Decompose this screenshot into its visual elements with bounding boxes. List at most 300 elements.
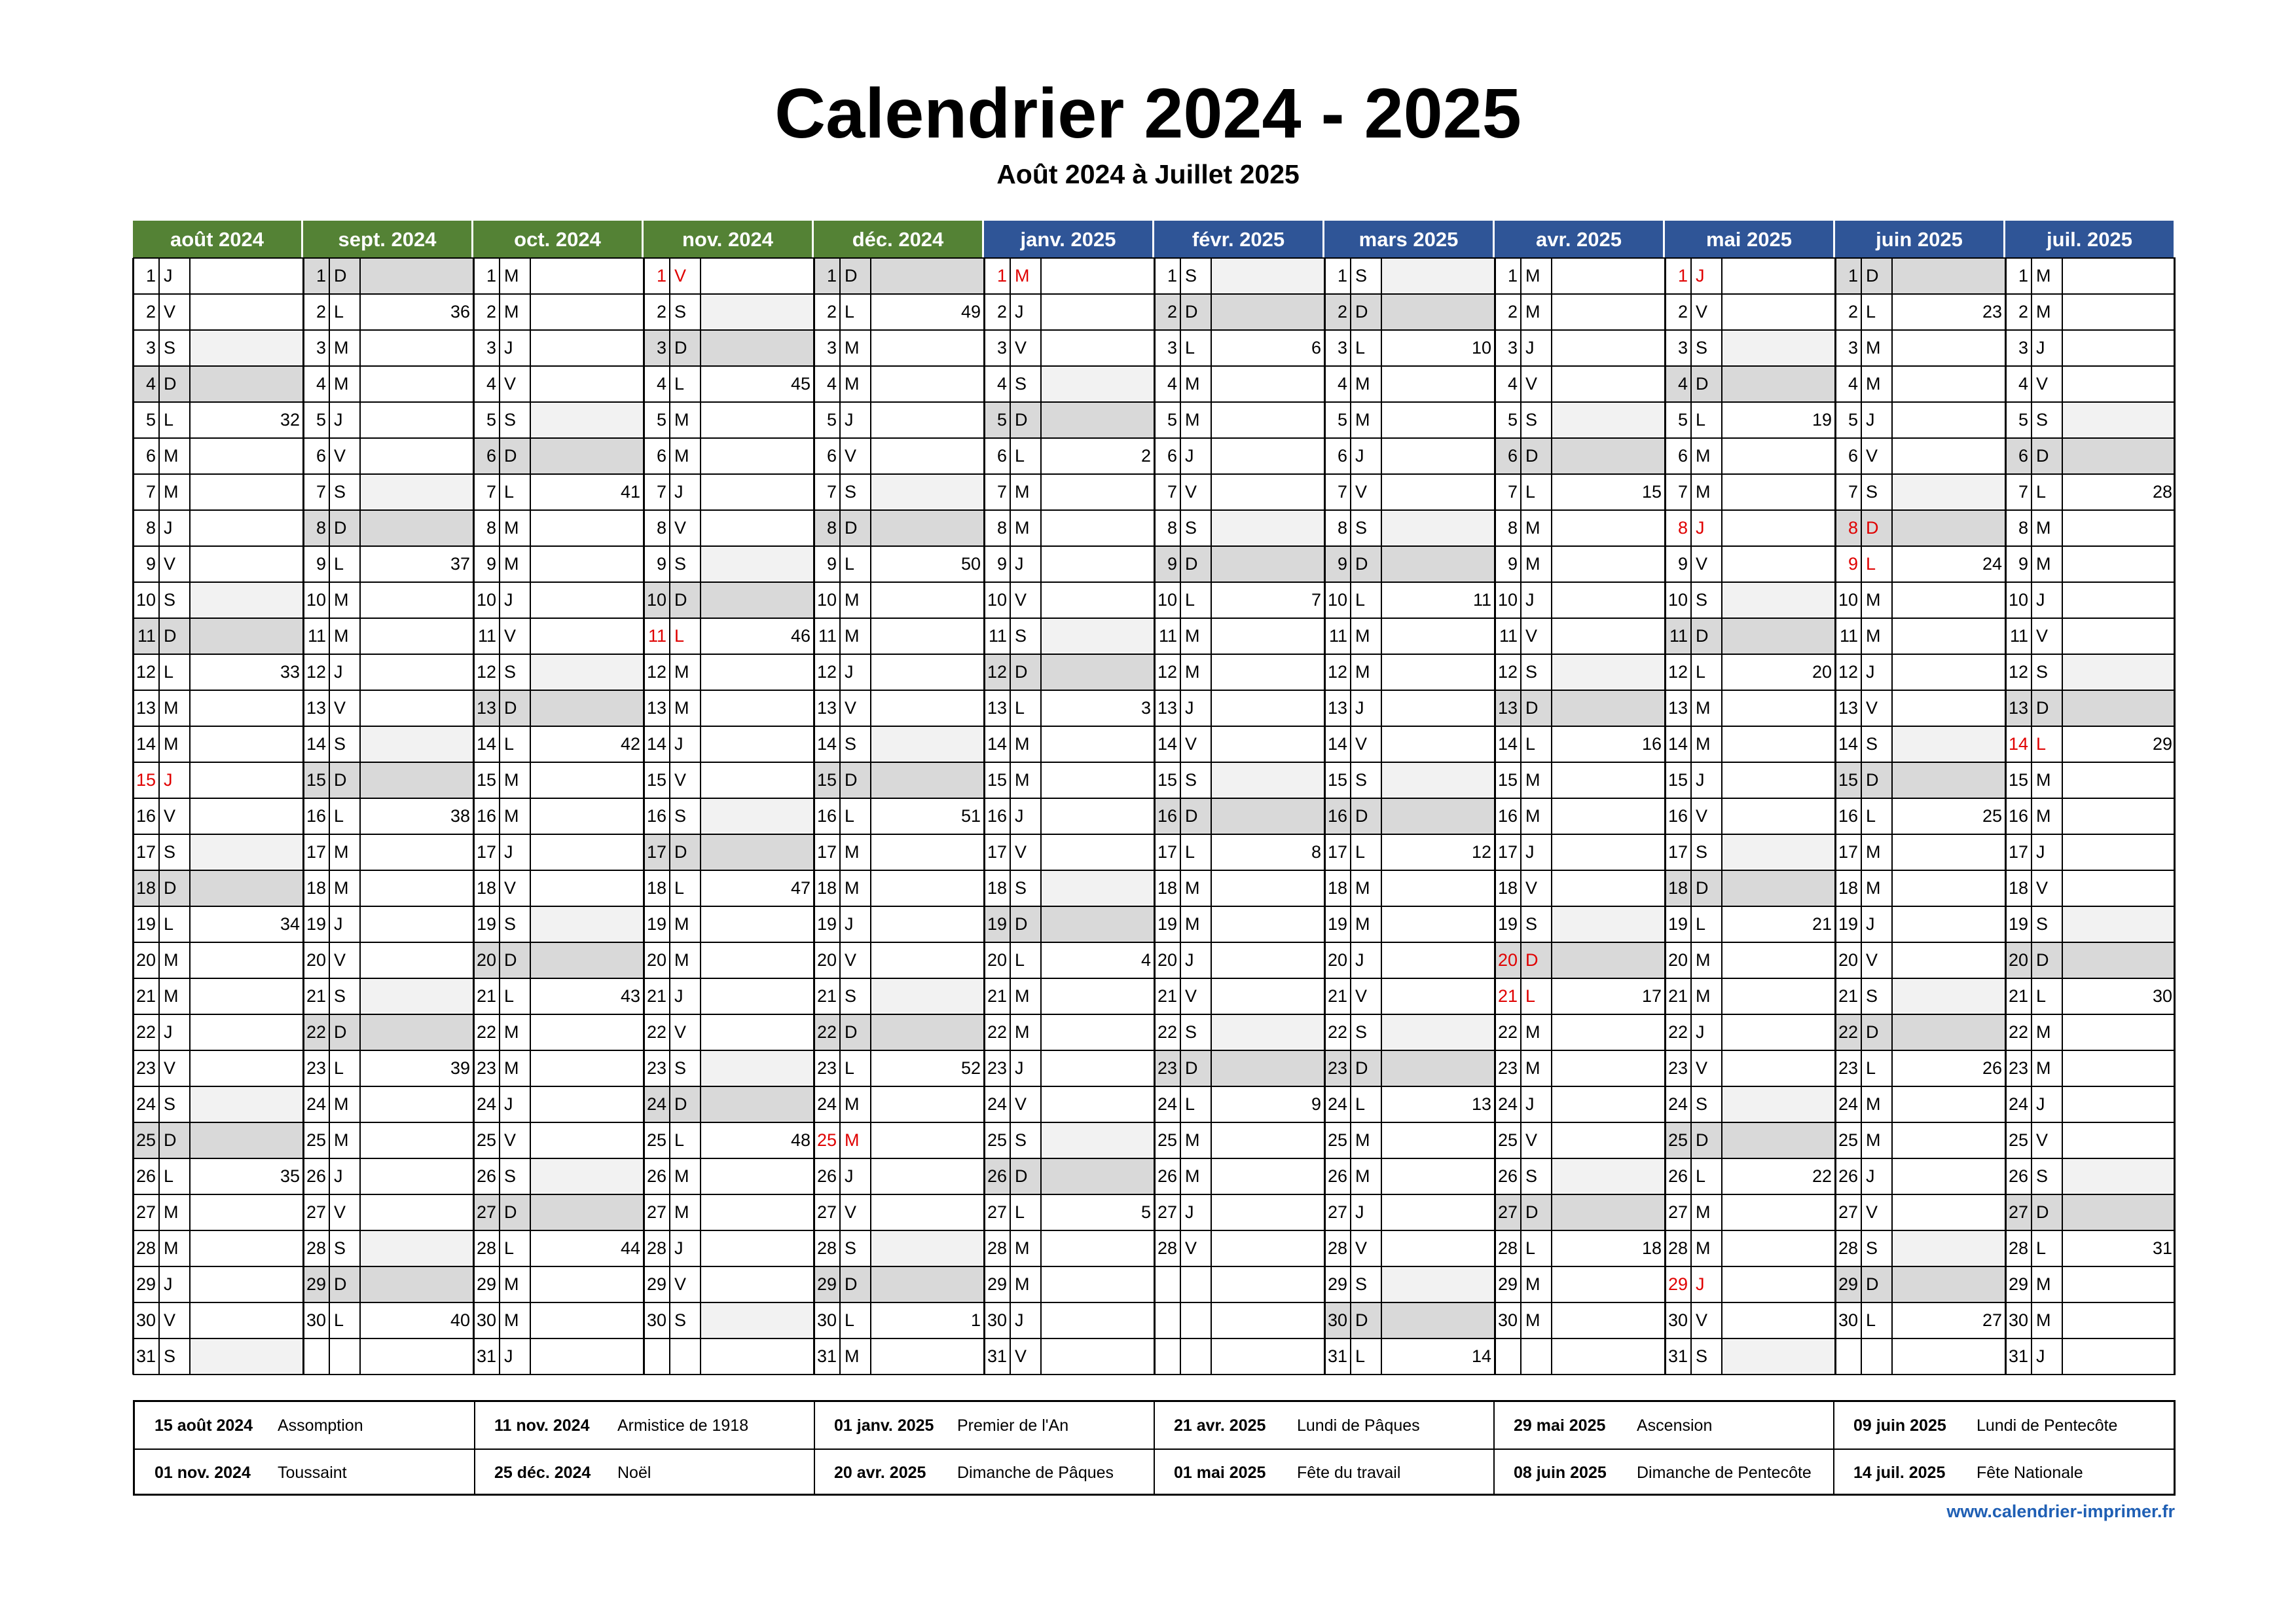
- day-cell[interactable]: [360, 330, 473, 366]
- day-cell[interactable]: [871, 1158, 984, 1194]
- day-cell[interactable]: [360, 438, 473, 474]
- day-cell[interactable]: [530, 1194, 644, 1230]
- day-cell[interactable]: [1892, 1194, 2005, 1230]
- day-cell[interactable]: [190, 1230, 303, 1266]
- day-cell[interactable]: [871, 258, 984, 294]
- day-cell[interactable]: [530, 654, 644, 690]
- day-cell[interactable]: [701, 834, 814, 870]
- day-cell[interactable]: [1892, 1266, 2005, 1302]
- day-cell[interactable]: [1381, 762, 1495, 798]
- day-cell[interactable]: [1041, 330, 1154, 366]
- day-cell[interactable]: [1552, 1086, 1665, 1122]
- day-cell[interactable]: [701, 474, 814, 510]
- day-cell[interactable]: [1722, 1086, 1835, 1122]
- day-cell[interactable]: [190, 726, 303, 762]
- day-cell[interactable]: [1211, 798, 1324, 834]
- day-cell[interactable]: [871, 762, 984, 798]
- day-cell[interactable]: [1722, 546, 1835, 582]
- week-number[interactable]: 47: [790, 878, 811, 898]
- day-cell[interactable]: [701, 798, 814, 834]
- day-cell[interactable]: [1892, 1158, 2005, 1194]
- day-cell[interactable]: [1722, 1014, 1835, 1050]
- day-cell[interactable]: [1552, 762, 1665, 798]
- day-cell[interactable]: [871, 366, 984, 402]
- day-cell[interactable]: [701, 906, 814, 942]
- day-cell[interactable]: [871, 1086, 984, 1122]
- day-cell[interactable]: [1211, 906, 1324, 942]
- day-cell[interactable]: [2062, 1086, 2176, 1122]
- day-cell[interactable]: [1381, 726, 1495, 762]
- day-cell[interactable]: [360, 654, 473, 690]
- week-number[interactable]: 44: [620, 1238, 640, 1258]
- day-cell[interactable]: [1722, 1122, 1835, 1158]
- day-cell[interactable]: [1892, 438, 2005, 474]
- day-cell[interactable]: [530, 834, 644, 870]
- day-cell[interactable]: [1722, 1302, 1835, 1338]
- day-cell[interactable]: [530, 402, 644, 438]
- day-cell[interactable]: [530, 1158, 644, 1194]
- day-cell[interactable]: [190, 1302, 303, 1338]
- day-cell[interactable]: [1211, 654, 1324, 690]
- day-cell[interactable]: [360, 1086, 473, 1122]
- day-cell[interactable]: [1552, 546, 1665, 582]
- day-cell[interactable]: [871, 402, 984, 438]
- day-cell[interactable]: [1381, 978, 1495, 1014]
- day-cell[interactable]: [360, 942, 473, 978]
- day-cell[interactable]: [701, 654, 814, 690]
- day-cell[interactable]: [1041, 1302, 1154, 1338]
- day-cell[interactable]: [1552, 1014, 1665, 1050]
- day-cell[interactable]: [1211, 978, 1324, 1014]
- day-cell[interactable]: [1552, 294, 1665, 330]
- day-cell[interactable]: [190, 942, 303, 978]
- day-cell[interactable]: [1552, 330, 1665, 366]
- day-cell[interactable]: [190, 798, 303, 834]
- day-cell[interactable]: [190, 762, 303, 798]
- day-cell[interactable]: [360, 366, 473, 402]
- day-cell[interactable]: [701, 402, 814, 438]
- day-cell[interactable]: [1722, 726, 1835, 762]
- day-cell[interactable]: [701, 1266, 814, 1302]
- day-cell[interactable]: [1552, 1158, 1665, 1194]
- day-cell[interactable]: [1381, 258, 1495, 294]
- week-number[interactable]: 41: [620, 482, 640, 502]
- day-cell[interactable]: [1892, 258, 2005, 294]
- week-number[interactable]: 3: [1140, 698, 1151, 718]
- day-cell[interactable]: [1722, 294, 1835, 330]
- day-cell[interactable]: [871, 1230, 984, 1266]
- day-cell[interactable]: [701, 1302, 814, 1338]
- day-cell[interactable]: [360, 1194, 473, 1230]
- day-cell[interactable]: [1211, 258, 1324, 294]
- week-number[interactable]: 8: [1311, 842, 1321, 862]
- day-cell[interactable]: [1552, 654, 1665, 690]
- day-cell[interactable]: [1722, 474, 1835, 510]
- week-number[interactable]: 42: [620, 734, 640, 754]
- week-number[interactable]: 25: [1982, 806, 2002, 826]
- day-cell[interactable]: [2062, 1158, 2176, 1194]
- day-cell[interactable]: [1041, 366, 1154, 402]
- day-cell[interactable]: [701, 1086, 814, 1122]
- day-cell[interactable]: [1211, 690, 1324, 726]
- day-cell[interactable]: [871, 1338, 984, 1375]
- day-cell[interactable]: [1041, 582, 1154, 618]
- day-cell[interactable]: [1722, 582, 1835, 618]
- day-cell[interactable]: [871, 906, 984, 942]
- day-cell[interactable]: [1211, 510, 1324, 546]
- day-cell[interactable]: [360, 870, 473, 906]
- day-cell[interactable]: [530, 762, 644, 798]
- day-cell[interactable]: [530, 258, 644, 294]
- day-cell[interactable]: [1722, 510, 1835, 546]
- day-cell[interactable]: [360, 978, 473, 1014]
- website-link[interactable]: www.calendrier-imprimer.fr: [1946, 1502, 2175, 1521]
- week-number[interactable]: 7: [1311, 590, 1321, 610]
- day-cell[interactable]: [1381, 366, 1495, 402]
- week-number[interactable]: 32: [280, 410, 300, 430]
- day-cell[interactable]: [1552, 906, 1665, 942]
- day-cell[interactable]: [530, 618, 644, 654]
- day-cell[interactable]: [530, 330, 644, 366]
- day-cell[interactable]: [1552, 798, 1665, 834]
- day-cell[interactable]: [1552, 582, 1665, 618]
- day-cell[interactable]: [1041, 654, 1154, 690]
- day-cell[interactable]: [1381, 1014, 1495, 1050]
- day-cell[interactable]: [530, 870, 644, 906]
- day-cell[interactable]: [701, 294, 814, 330]
- week-number[interactable]: 33: [280, 662, 300, 682]
- day-cell[interactable]: [1552, 1122, 1665, 1158]
- day-cell[interactable]: [360, 1014, 473, 1050]
- day-cell[interactable]: [871, 834, 984, 870]
- day-cell[interactable]: [1722, 330, 1835, 366]
- week-number[interactable]: 20: [1812, 662, 1832, 682]
- day-cell[interactable]: [190, 510, 303, 546]
- day-cell[interactable]: [360, 726, 473, 762]
- week-number[interactable]: 9: [1311, 1094, 1321, 1114]
- day-cell[interactable]: [1722, 798, 1835, 834]
- day-cell[interactable]: [1892, 834, 2005, 870]
- week-number[interactable]: 14: [1471, 1346, 1491, 1366]
- day-cell[interactable]: [701, 978, 814, 1014]
- day-cell[interactable]: [1041, 762, 1154, 798]
- week-number[interactable]: 46: [790, 626, 811, 646]
- day-cell[interactable]: [1722, 1050, 1835, 1086]
- day-cell[interactable]: [530, 1302, 644, 1338]
- day-cell[interactable]: [1211, 1014, 1324, 1050]
- week-number[interactable]: 40: [450, 1310, 470, 1330]
- day-cell[interactable]: [190, 1086, 303, 1122]
- day-cell[interactable]: [871, 1266, 984, 1302]
- day-cell[interactable]: [190, 834, 303, 870]
- day-cell[interactable]: [190, 1266, 303, 1302]
- day-cell[interactable]: [2062, 438, 2176, 474]
- day-cell[interactable]: [2062, 582, 2176, 618]
- day-cell[interactable]: [2062, 834, 2176, 870]
- day-cell[interactable]: [530, 582, 644, 618]
- week-number[interactable]: 35: [280, 1166, 300, 1186]
- day-cell[interactable]: [1552, 258, 1665, 294]
- week-number[interactable]: 12: [1471, 842, 1491, 862]
- day-cell[interactable]: [871, 438, 984, 474]
- day-cell[interactable]: [360, 834, 473, 870]
- day-cell[interactable]: [1722, 978, 1835, 1014]
- day-cell[interactable]: [2062, 690, 2176, 726]
- day-cell[interactable]: [1552, 1266, 1665, 1302]
- day-cell[interactable]: [871, 330, 984, 366]
- day-cell[interactable]: [530, 1266, 644, 1302]
- day-cell[interactable]: [1722, 690, 1835, 726]
- day-cell[interactable]: [360, 1230, 473, 1266]
- day-cell[interactable]: [1211, 726, 1324, 762]
- day-cell[interactable]: [360, 258, 473, 294]
- week-number[interactable]: 18: [1641, 1238, 1662, 1258]
- day-cell[interactable]: [190, 366, 303, 402]
- day-cell[interactable]: [701, 1014, 814, 1050]
- week-number[interactable]: 30: [2152, 986, 2172, 1006]
- week-number[interactable]: 17: [1641, 986, 1662, 1006]
- day-cell[interactable]: [701, 546, 814, 582]
- day-cell[interactable]: [1381, 798, 1495, 834]
- day-cell[interactable]: [1892, 330, 2005, 366]
- day-cell[interactable]: [2062, 1266, 2176, 1302]
- day-cell[interactable]: [871, 726, 984, 762]
- day-cell[interactable]: [1892, 1086, 2005, 1122]
- day-cell[interactable]: [1892, 1230, 2005, 1266]
- day-cell[interactable]: [530, 798, 644, 834]
- day-cell[interactable]: [190, 618, 303, 654]
- day-cell[interactable]: [190, 258, 303, 294]
- day-cell[interactable]: [871, 1122, 984, 1158]
- day-cell[interactable]: [1722, 942, 1835, 978]
- day-cell[interactable]: [1892, 654, 2005, 690]
- day-cell[interactable]: [1211, 1158, 1324, 1194]
- week-number[interactable]: 22: [1812, 1166, 1832, 1186]
- day-cell[interactable]: [2062, 618, 2176, 654]
- day-cell[interactable]: [1892, 510, 2005, 546]
- day-cell[interactable]: [1722, 834, 1835, 870]
- day-cell[interactable]: [1381, 438, 1495, 474]
- day-cell[interactable]: [1381, 474, 1495, 510]
- week-number[interactable]: 37: [450, 554, 470, 574]
- day-cell[interactable]: [1381, 402, 1495, 438]
- day-cell[interactable]: [871, 654, 984, 690]
- day-cell[interactable]: [190, 294, 303, 330]
- day-cell[interactable]: [1892, 1122, 2005, 1158]
- week-number[interactable]: 6: [1311, 338, 1321, 358]
- day-cell[interactable]: [360, 618, 473, 654]
- day-cell[interactable]: [2062, 366, 2176, 402]
- day-cell[interactable]: [1211, 366, 1324, 402]
- day-cell[interactable]: [1552, 366, 1665, 402]
- week-number[interactable]: 16: [1641, 734, 1662, 754]
- day-cell[interactable]: [1552, 438, 1665, 474]
- day-cell[interactable]: [871, 1014, 984, 1050]
- day-cell[interactable]: [530, 1014, 644, 1050]
- day-cell[interactable]: [190, 1338, 303, 1375]
- week-number[interactable]: 31: [2152, 1238, 2172, 1258]
- day-cell[interactable]: [1211, 1050, 1324, 1086]
- day-cell[interactable]: [360, 582, 473, 618]
- week-number[interactable]: 50: [960, 554, 981, 574]
- day-cell[interactable]: [530, 942, 644, 978]
- day-cell[interactable]: [701, 1050, 814, 1086]
- week-number[interactable]: 51: [960, 806, 981, 826]
- week-number[interactable]: 27: [1982, 1310, 2002, 1330]
- day-cell[interactable]: [701, 438, 814, 474]
- day-cell[interactable]: [1041, 1230, 1154, 1266]
- day-cell[interactable]: [871, 1194, 984, 1230]
- day-cell[interactable]: [2062, 258, 2176, 294]
- day-cell[interactable]: [871, 474, 984, 510]
- day-cell[interactable]: [360, 510, 473, 546]
- week-number[interactable]: 29: [2152, 734, 2172, 754]
- day-cell[interactable]: [1892, 870, 2005, 906]
- day-cell[interactable]: [1381, 654, 1495, 690]
- day-cell[interactable]: [1892, 402, 2005, 438]
- day-cell[interactable]: [1722, 1338, 1835, 1375]
- day-cell[interactable]: [701, 1230, 814, 1266]
- day-cell[interactable]: [1381, 618, 1495, 654]
- day-cell[interactable]: [1041, 906, 1154, 942]
- day-cell[interactable]: [1892, 942, 2005, 978]
- day-cell[interactable]: [1892, 978, 2005, 1014]
- day-cell[interactable]: [360, 1122, 473, 1158]
- day-cell[interactable]: [360, 1158, 473, 1194]
- day-cell[interactable]: [360, 402, 473, 438]
- day-cell[interactable]: [1211, 1122, 1324, 1158]
- week-number[interactable]: 24: [1982, 554, 2002, 574]
- day-cell[interactable]: [1211, 618, 1324, 654]
- day-cell[interactable]: [1722, 1230, 1835, 1266]
- day-cell[interactable]: [2062, 1338, 2176, 1375]
- day-cell[interactable]: [1552, 1302, 1665, 1338]
- day-cell[interactable]: [1381, 1266, 1495, 1302]
- week-number[interactable]: 10: [1471, 338, 1491, 358]
- day-cell[interactable]: [360, 474, 473, 510]
- day-cell[interactable]: [2062, 510, 2176, 546]
- day-cell[interactable]: [1211, 870, 1324, 906]
- day-cell[interactable]: [871, 582, 984, 618]
- day-cell[interactable]: [1381, 1302, 1495, 1338]
- day-cell[interactable]: [1722, 870, 1835, 906]
- day-cell[interactable]: [871, 690, 984, 726]
- day-cell[interactable]: [2062, 798, 2176, 834]
- day-cell[interactable]: [530, 510, 644, 546]
- day-cell[interactable]: [701, 762, 814, 798]
- day-cell[interactable]: [1381, 942, 1495, 978]
- day-cell[interactable]: [1722, 762, 1835, 798]
- day-cell[interactable]: [701, 582, 814, 618]
- day-cell[interactable]: [1041, 294, 1154, 330]
- day-cell[interactable]: [1381, 1122, 1495, 1158]
- day-cell[interactable]: [190, 870, 303, 906]
- day-cell[interactable]: [530, 1122, 644, 1158]
- day-cell[interactable]: [1892, 762, 2005, 798]
- day-cell[interactable]: [190, 474, 303, 510]
- day-cell[interactable]: [871, 618, 984, 654]
- day-cell[interactable]: [1041, 870, 1154, 906]
- week-number[interactable]: 15: [1641, 482, 1662, 502]
- day-cell[interactable]: [360, 906, 473, 942]
- day-cell[interactable]: [1041, 1050, 1154, 1086]
- day-cell[interactable]: [1722, 366, 1835, 402]
- day-cell[interactable]: [1381, 1194, 1495, 1230]
- day-cell[interactable]: [2062, 1014, 2176, 1050]
- week-number[interactable]: 23: [1982, 302, 2002, 322]
- day-cell[interactable]: [1552, 618, 1665, 654]
- day-cell[interactable]: [701, 510, 814, 546]
- day-cell[interactable]: [1211, 762, 1324, 798]
- week-number[interactable]: 28: [2152, 482, 2172, 502]
- day-cell[interactable]: [871, 510, 984, 546]
- day-cell[interactable]: [2062, 942, 2176, 978]
- day-cell[interactable]: [1552, 1194, 1665, 1230]
- day-cell[interactable]: [1892, 618, 2005, 654]
- day-cell[interactable]: [190, 690, 303, 726]
- day-cell[interactable]: [360, 762, 473, 798]
- week-number[interactable]: 36: [450, 302, 470, 322]
- day-cell[interactable]: [1552, 942, 1665, 978]
- day-cell[interactable]: [1381, 1230, 1495, 1266]
- day-cell[interactable]: [1381, 1050, 1495, 1086]
- day-cell[interactable]: [2062, 330, 2176, 366]
- day-cell[interactable]: [360, 690, 473, 726]
- day-cell[interactable]: [1381, 1158, 1495, 1194]
- day-cell[interactable]: [1892, 474, 2005, 510]
- day-cell[interactable]: [1211, 942, 1324, 978]
- day-cell[interactable]: [701, 942, 814, 978]
- day-cell[interactable]: [530, 906, 644, 942]
- day-cell[interactable]: [871, 978, 984, 1014]
- day-cell[interactable]: [701, 1158, 814, 1194]
- day-cell[interactable]: [1552, 870, 1665, 906]
- day-cell[interactable]: [1552, 1050, 1665, 1086]
- week-number[interactable]: 26: [1982, 1058, 2002, 1078]
- day-cell[interactable]: [701, 330, 814, 366]
- day-cell[interactable]: [701, 258, 814, 294]
- day-cell[interactable]: [530, 690, 644, 726]
- day-cell[interactable]: [530, 1086, 644, 1122]
- day-cell[interactable]: [530, 294, 644, 330]
- day-cell[interactable]: [1211, 438, 1324, 474]
- day-cell[interactable]: [1892, 366, 2005, 402]
- day-cell[interactable]: [190, 546, 303, 582]
- day-cell[interactable]: [1381, 294, 1495, 330]
- day-cell[interactable]: [1211, 474, 1324, 510]
- week-number[interactable]: 2: [1140, 446, 1151, 466]
- day-cell[interactable]: [2062, 906, 2176, 942]
- week-number[interactable]: 39: [450, 1058, 470, 1078]
- day-cell[interactable]: [1211, 294, 1324, 330]
- day-cell[interactable]: [1381, 690, 1495, 726]
- day-cell[interactable]: [190, 582, 303, 618]
- day-cell[interactable]: [1381, 546, 1495, 582]
- day-cell[interactable]: [1892, 582, 2005, 618]
- day-cell[interactable]: [1041, 402, 1154, 438]
- day-cell[interactable]: [1892, 1014, 2005, 1050]
- day-cell[interactable]: [1381, 906, 1495, 942]
- week-number[interactable]: 45: [790, 374, 811, 394]
- day-cell[interactable]: [1722, 1266, 1835, 1302]
- day-cell[interactable]: [1211, 1230, 1324, 1266]
- week-number[interactable]: 21: [1812, 914, 1832, 934]
- week-number[interactable]: 49: [960, 302, 981, 322]
- day-cell[interactable]: [2062, 1122, 2176, 1158]
- day-cell[interactable]: [1041, 1266, 1154, 1302]
- day-cell[interactable]: [701, 690, 814, 726]
- week-number[interactable]: 38: [450, 806, 470, 826]
